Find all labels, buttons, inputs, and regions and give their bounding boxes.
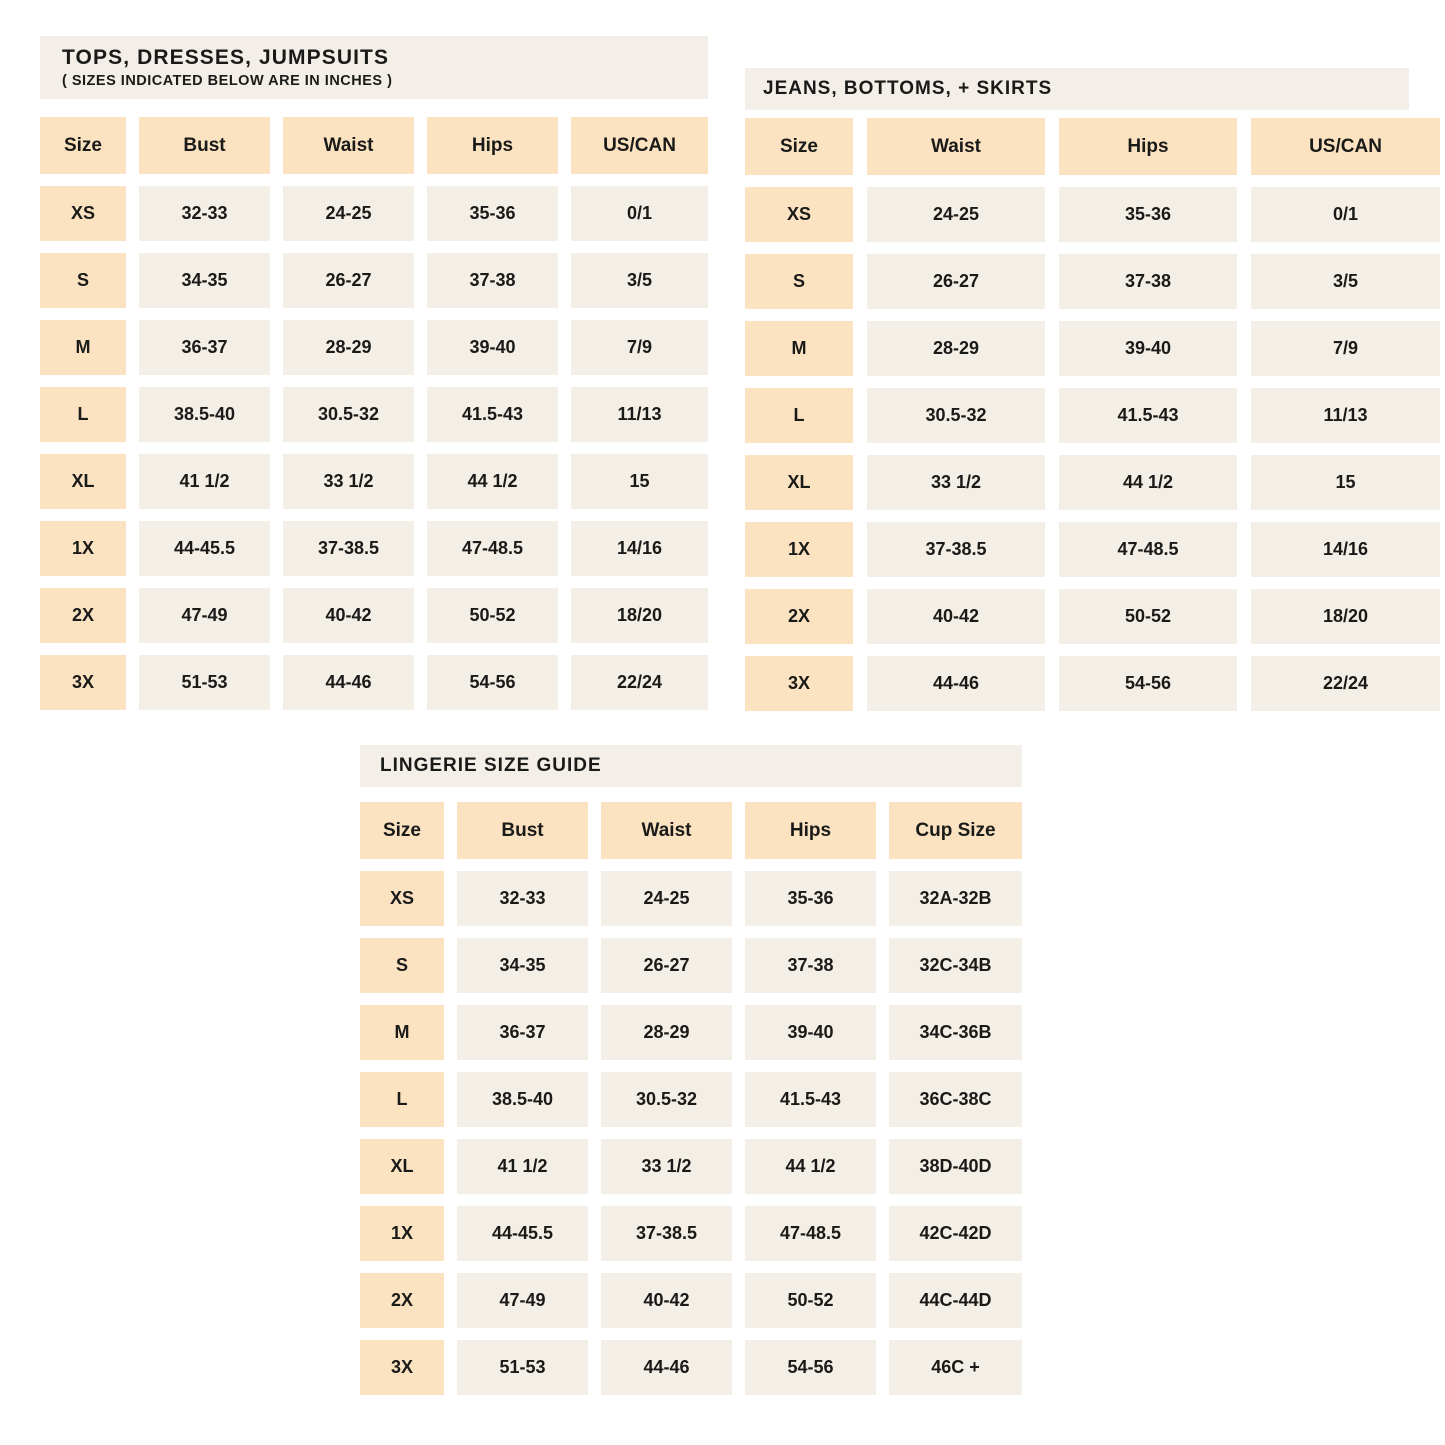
- size-row-label: 3X: [40, 655, 126, 710]
- measurement-cell: 14/16: [1251, 522, 1440, 577]
- measurement-cell: 28-29: [867, 321, 1045, 376]
- size-row-label: 2X: [360, 1273, 444, 1328]
- measurement-cell: 37-38.5: [283, 521, 414, 576]
- measurement-cell: 42C-42D: [889, 1206, 1022, 1261]
- measurement-cell: 50-52: [745, 1273, 876, 1328]
- measurement-cell: 34-35: [139, 253, 270, 308]
- measurement-cell: 32A-32B: [889, 871, 1022, 926]
- measurement-cell: 33 1/2: [601, 1139, 732, 1194]
- measurement-cell: 32-33: [139, 186, 270, 241]
- table-tops-dresses-jumpsuits: [40, 36, 708, 710]
- size-row-label: S: [360, 938, 444, 993]
- measurement-cell: 11/13: [1251, 388, 1440, 443]
- column-header-cell: US/CAN: [571, 117, 708, 174]
- measurement-cell: 34-35: [457, 938, 588, 993]
- measurement-cell: 44-46: [283, 655, 414, 710]
- measurement-cell: 37-38: [745, 938, 876, 993]
- size-row-label: 2X: [40, 588, 126, 643]
- measurement-cell: 34C-36B: [889, 1005, 1022, 1060]
- measurement-cell: 44-46: [867, 656, 1045, 711]
- measurement-cell: 44C-44D: [889, 1273, 1022, 1328]
- measurement-cell: 18/20: [1251, 589, 1440, 644]
- measurement-cell: 41.5-43: [427, 387, 558, 442]
- measurement-cell: 30.5-32: [867, 388, 1045, 443]
- column-header-cell: Bust: [457, 802, 588, 859]
- measurement-cell: 46C +: [889, 1340, 1022, 1395]
- measurement-cell: 41.5-43: [1059, 388, 1237, 443]
- size-row-label: 1X: [360, 1206, 444, 1261]
- size-row-label: XS: [745, 187, 853, 242]
- measurement-cell: 11/13: [571, 387, 708, 442]
- measurement-cell: 36-37: [457, 1005, 588, 1060]
- size-row-label: XL: [745, 455, 853, 510]
- measurement-cell: 35-36: [745, 871, 876, 926]
- measurement-cell: 36-37: [139, 320, 270, 375]
- measurement-cell: 32C-34B: [889, 938, 1022, 993]
- measurement-cell: 7/9: [571, 320, 708, 375]
- measurement-cell: 28-29: [601, 1005, 732, 1060]
- measurement-cell: 33 1/2: [283, 454, 414, 509]
- measurement-cell: 39-40: [1059, 321, 1237, 376]
- measurement-cell: 40-42: [283, 588, 414, 643]
- size-row-label: 3X: [360, 1340, 444, 1395]
- measurement-cell: 47-48.5: [745, 1206, 876, 1261]
- measurement-cell: 44-45.5: [139, 521, 270, 576]
- measurement-cell: 47-49: [139, 588, 270, 643]
- measurement-cell: 50-52: [1059, 589, 1237, 644]
- column-header-cell: Waist: [601, 802, 732, 859]
- measurement-cell: 40-42: [601, 1273, 732, 1328]
- measurement-cell: 14/16: [571, 521, 708, 576]
- size-row-label: M: [40, 320, 126, 375]
- measurement-cell: 51-53: [457, 1340, 588, 1395]
- measurement-cell: 38D-40D: [889, 1139, 1022, 1194]
- size-row-label: 1X: [40, 521, 126, 576]
- lingerie-title-bar: [360, 745, 1022, 787]
- measurement-cell: 15: [1251, 455, 1440, 510]
- column-header-cell: Waist: [283, 117, 414, 174]
- column-header-cell: Size: [360, 802, 444, 859]
- size-row-label: XS: [40, 186, 126, 241]
- measurement-cell: 3/5: [1251, 254, 1440, 309]
- tops-table-subtitle: ( SIZES INDICATED BELOW ARE IN INCHES ): [62, 73, 393, 89]
- size-row-label: 1X: [745, 522, 853, 577]
- measurement-cell: 44 1/2: [745, 1139, 876, 1194]
- measurement-cell: 37-38.5: [867, 522, 1045, 577]
- measurement-cell: 36C-38C: [889, 1072, 1022, 1127]
- measurement-cell: 54-56: [745, 1340, 876, 1395]
- measurement-cell: 41.5-43: [745, 1072, 876, 1127]
- size-row-label: S: [40, 253, 126, 308]
- measurement-cell: 37-38.5: [601, 1206, 732, 1261]
- column-header-cell: Size: [745, 118, 853, 175]
- measurement-cell: 44-45.5: [457, 1206, 588, 1261]
- measurement-cell: 26-27: [867, 254, 1045, 309]
- table-jeans-bottoms-skirts: [745, 68, 1440, 711]
- measurement-cell: 44 1/2: [427, 454, 558, 509]
- measurement-cell: 37-38: [427, 253, 558, 308]
- measurement-cell: 39-40: [427, 320, 558, 375]
- measurement-cell: 50-52: [427, 588, 558, 643]
- size-row-label: L: [745, 388, 853, 443]
- tops-table-title: TOPS, DRESSES, JUMPSUITS: [62, 46, 390, 69]
- measurement-cell: 26-27: [283, 253, 414, 308]
- measurement-cell: 44 1/2: [1059, 455, 1237, 510]
- measurement-cell: 44-46: [601, 1340, 732, 1395]
- measurement-cell: 24-25: [283, 186, 414, 241]
- measurement-cell: 7/9: [1251, 321, 1440, 376]
- measurement-cell: 0/1: [1251, 187, 1440, 242]
- column-header-cell: Waist: [867, 118, 1045, 175]
- column-header-cell: Hips: [1059, 118, 1237, 175]
- column-header-cell: Size: [40, 117, 126, 174]
- jeans-table-title: JEANS, BOTTOMS, + SKIRTS: [763, 78, 1053, 99]
- measurement-cell: 30.5-32: [601, 1072, 732, 1127]
- measurement-cell: 39-40: [745, 1005, 876, 1060]
- measurement-cell: 37-38: [1059, 254, 1237, 309]
- measurement-cell: 3/5: [571, 253, 708, 308]
- measurement-cell: 0/1: [571, 186, 708, 241]
- measurement-cell: 40-42: [867, 589, 1045, 644]
- tops-table-grid: [40, 117, 708, 710]
- table-lingerie-size-guide: [360, 745, 1022, 1395]
- size-row-label: S: [745, 254, 853, 309]
- size-row-label: XL: [360, 1139, 444, 1194]
- measurement-cell: 30.5-32: [283, 387, 414, 442]
- measurement-cell: 47-48.5: [427, 521, 558, 576]
- size-row-label: XS: [360, 871, 444, 926]
- jeans-table-grid: [745, 118, 1440, 711]
- column-header-cell: Bust: [139, 117, 270, 174]
- measurement-cell: 54-56: [427, 655, 558, 710]
- measurement-cell: 47-48.5: [1059, 522, 1237, 577]
- measurement-cell: 51-53: [139, 655, 270, 710]
- measurement-cell: 22/24: [1251, 656, 1440, 711]
- measurement-cell: 35-36: [427, 186, 558, 241]
- measurement-cell: 41 1/2: [457, 1139, 588, 1194]
- size-row-label: 3X: [745, 656, 853, 711]
- measurement-cell: 38.5-40: [139, 387, 270, 442]
- measurement-cell: 33 1/2: [867, 455, 1045, 510]
- size-row-label: 2X: [745, 589, 853, 644]
- measurement-cell: 32-33: [457, 871, 588, 926]
- measurement-cell: 26-27: [601, 938, 732, 993]
- measurement-cell: 15: [571, 454, 708, 509]
- measurement-cell: 28-29: [283, 320, 414, 375]
- measurement-cell: 54-56: [1059, 656, 1237, 711]
- lingerie-table-grid: [360, 802, 1022, 1395]
- measurement-cell: 47-49: [457, 1273, 588, 1328]
- lingerie-table-title: LINGERIE SIZE GUIDE: [380, 755, 602, 776]
- column-header-cell: US/CAN: [1251, 118, 1440, 175]
- measurement-cell: 22/24: [571, 655, 708, 710]
- size-row-label: L: [360, 1072, 444, 1127]
- column-header-cell: Cup Size: [889, 802, 1022, 859]
- size-row-label: XL: [40, 454, 126, 509]
- measurement-cell: 24-25: [867, 187, 1045, 242]
- size-row-label: M: [745, 321, 853, 376]
- column-header-cell: Hips: [427, 117, 558, 174]
- measurement-cell: 38.5-40: [457, 1072, 588, 1127]
- column-header-cell: Hips: [745, 802, 876, 859]
- size-row-label: L: [40, 387, 126, 442]
- measurement-cell: 18/20: [571, 588, 708, 643]
- jeans-title-bar: [745, 68, 1409, 110]
- measurement-cell: 24-25: [601, 871, 732, 926]
- tops-title-bar: [40, 36, 708, 99]
- measurement-cell: 35-36: [1059, 187, 1237, 242]
- measurement-cell: 41 1/2: [139, 454, 270, 509]
- size-row-label: M: [360, 1005, 444, 1060]
